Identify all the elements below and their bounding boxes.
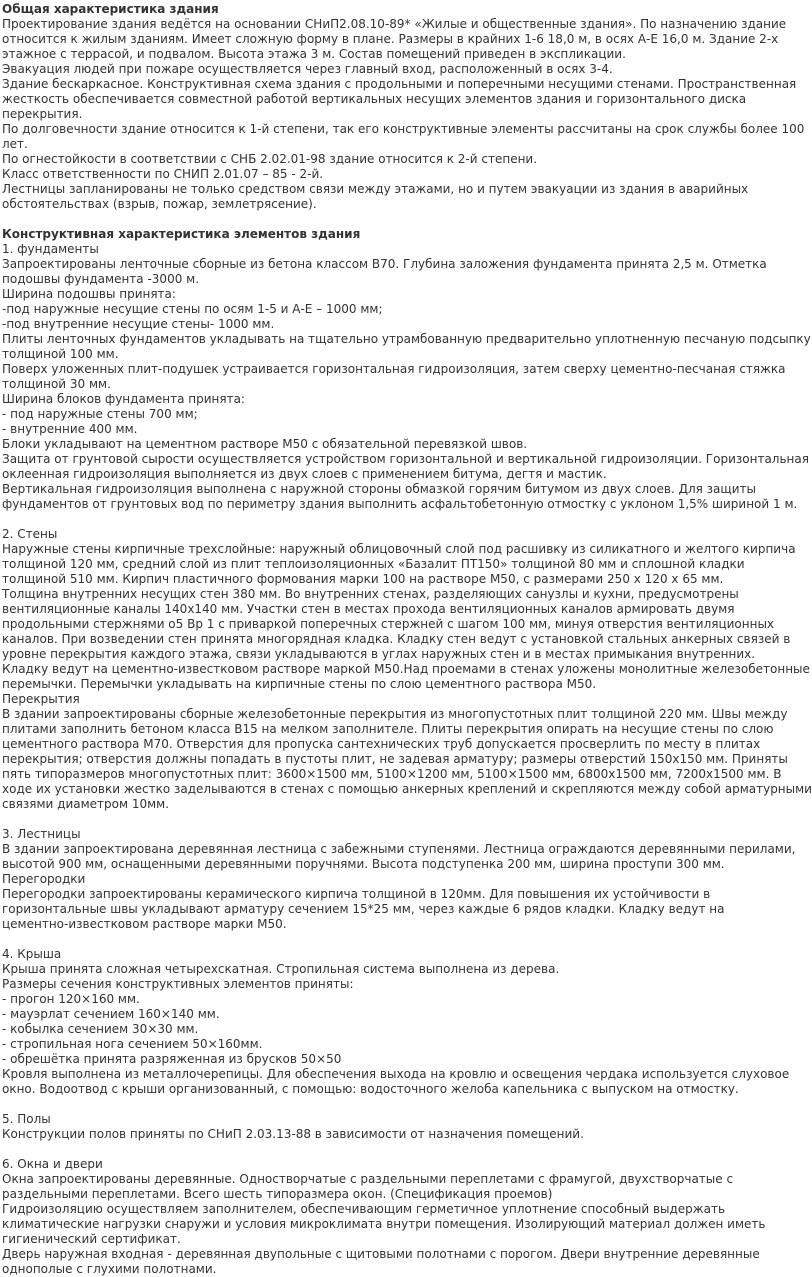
text-line: - под наружные стены 700 мм; bbox=[2, 407, 198, 421]
text-line: Здание бескаркасное. Конструктивная схема здания с продольными и поперечными несущими стенами. Пространственная bbox=[2, 77, 797, 91]
text-line: 4. Крыша bbox=[2, 947, 62, 961]
text-line: жесткость обеспечивается совместной работой вертикальных несущих элементов здания и горизонтального диска bbox=[2, 92, 747, 106]
text-line: Кладку ведут на цементно-известковом растворе маркой М50.Над проемами в стенах уложены монолитные железобетонные bbox=[2, 662, 810, 676]
text-line: Защита от грунтовой сырости осуществляется устройством горизонтальной и вертикальной гидроизоляции. Горизонтальная bbox=[2, 452, 809, 466]
text-line: Крыша принята сложная четырехскатная. Стропильная система выполнена из дерева. bbox=[2, 962, 560, 976]
text-line: высотой 900 мм, оснащенными деревянными поручнями. Высота подступенка 200 мм, ширина проступи 300 мм. bbox=[2, 857, 725, 871]
text-line: Запроектированы ленточные сборные из бетона классом В70. Глубина заложения фундамента принята 2,5 м. Отметка bbox=[2, 257, 767, 271]
text-line: Кровля выполнена из металлочерепицы. Для обеспечения выхода на кровлю и освещения чердака используется слуховое bbox=[2, 1067, 790, 1081]
text-line: обстоятельствах (взрыв, пожар, землетрясение). bbox=[2, 197, 317, 211]
text-line: 5. Полы bbox=[2, 1112, 51, 1126]
text-line: окно. Водоотвод с крыши организованный, с помощью: водосточного желоба капельника с выпуском на отмостку. bbox=[2, 1082, 739, 1096]
text-line: По огнестойкости в соответствии с СНБ 2.02.01-98 здание относится к 2-й степени. bbox=[2, 152, 538, 166]
text-line: перемычки. Перемычки укладывать на кирпичные стены по слою цементного раствора М50. bbox=[2, 677, 597, 691]
text-line: Ширина блоков фундамента принята: bbox=[2, 392, 245, 406]
text-line: раздельными переплетами. Всего шесть типоразмера окон. (Спецификация проемов) bbox=[2, 1187, 553, 1201]
text-line: Гидроизоляцию осуществляем заполнителем, обеспечивающим герметичное уплотнение способный выдержать bbox=[2, 1202, 726, 1216]
text-line: - стропильная нога сечением 50×160мм. bbox=[2, 1037, 263, 1051]
text-line: лет. bbox=[2, 137, 28, 151]
text-line: оклеенная гидроизоляция выполняется из двух слоев с применением битума, дегтя и мастик. bbox=[2, 467, 607, 481]
text-line: этажное с террасой, и подвалом. Высота этажа 3 м. Состав помещений приведен в экспликации. bbox=[2, 47, 626, 61]
text-line: перекрытия. bbox=[2, 107, 83, 121]
text-line: ходе их установки жестко заделываются в стенах с помощью анкерных креплений и скрепляются между собой арматурными bbox=[2, 782, 812, 796]
text-line: вентиляционные каналы 140х140 мм. Участки стен в местах прохода вентиляционных каналов армировать двумя bbox=[2, 602, 735, 616]
text-line: 6. Окна и двери bbox=[2, 1157, 103, 1171]
text-line: Окна запроектированы деревянные. Одностворчатые с раздельными переплетами с фрамугой, двухстворчатые с bbox=[2, 1172, 734, 1186]
blank-line bbox=[2, 1097, 698, 1112]
text-line: плитами заполнить бетоном класса В15 на мелком заполнителе. Плиты перекрытия опирать на несущие стены по слою bbox=[2, 722, 774, 736]
text-line: 2. Стены bbox=[2, 527, 58, 541]
text-line: подошвы фундамента -3000 м. bbox=[2, 272, 200, 286]
text-line: относится к жилым зданиям. Имеет сложную форму в плане. Размеры в крайних 1-6 18,0 м, в осях А-Е 16,0 м. Здание 2-х bbox=[2, 32, 779, 46]
text-line: Перегородки bbox=[2, 872, 86, 886]
text-line: связями диаметром 10мм. bbox=[2, 797, 170, 811]
text-line: Перекрытия bbox=[2, 692, 80, 706]
text-line: Толщина внутренних несущих стен 380 мм. Во внутренних стенах, разделяющих санузлы и кухни, предусмотрены bbox=[2, 587, 739, 601]
text-line: В здании запроектированы сборные железобетонные перекрытия из многопустотных плит толщиной 220 мм. Швы между bbox=[2, 707, 788, 721]
text-line: Дверь наружная входная - деревянная двупольные с щитовыми полотнами с порогом. Двери внутренние деревянные bbox=[2, 1247, 760, 1261]
text-line: цементно-известковом растворе марки М50. bbox=[2, 917, 287, 931]
text-line: толщиной 30 мм. bbox=[2, 377, 111, 391]
text-line: -под внутренние несущие стены- 1000 мм. bbox=[2, 317, 275, 331]
text-line: климатические нагрузки снаружи и условия микроклимата внутри помещения. Изолирующий материал должен иметь bbox=[2, 1217, 766, 1231]
text-line: однополые с глухими полотнами. bbox=[2, 1262, 217, 1276]
text-line: - обрешётка принята разряженная из брусков 50×50 bbox=[2, 1052, 342, 1066]
text-line: горизонтальные швы укладывают арматуру сечением 15*25 мм, через каждые 6 рядов кладки. Кладку ведут на bbox=[2, 902, 725, 916]
text-line: гигиенический сертификат. bbox=[2, 1232, 181, 1246]
text-line: толщиной 510 мм. Кирпич пластичного формования марки 100 на растворе М50, с размерами 250 х 120 х 65 мм. bbox=[2, 572, 724, 586]
text-line: Класс ответственности по СНИП 2.01.07 – 85 - 2-й. bbox=[2, 167, 324, 181]
text-line: 3. Лестницы bbox=[2, 827, 81, 841]
section-heading: Конструктивная характеристика элементов здания bbox=[2, 227, 361, 241]
text-line: Перегородки запроектированы керамического кирпича толщиной в 120мм. Для повышения их устойчивости в bbox=[2, 887, 711, 901]
text-line: Конструкции полов приняты по СНиП 2.03.13-88 в зависимости от назначения помещений. bbox=[2, 1127, 584, 1141]
text-line: Эвакуация людей при пожаре осуществляется через главный вход, расположенный в осях 3-4. bbox=[2, 62, 613, 76]
text-line: цементного раствора М70. Отверстия для пропуска сантехнических труб допускается просверлить по месту в плитах bbox=[2, 737, 761, 751]
text-line: - внутренние 400 мм. bbox=[2, 422, 138, 436]
text-line: Вертикальная гидроизоляция выполнена с наружной стороны обмазкой горячим битумом из двух слоев. Для защиты bbox=[2, 482, 756, 496]
text-line: толщиной 100 мм. bbox=[2, 347, 119, 361]
text-line: толщиной 120 мм, средний слой из плит теплоизоляционных «Базалит ПТ150» толщиной 80 мм и сплошной кладки bbox=[2, 557, 745, 571]
text-line: Проектирование здания ведётся на основании СНиП2.08.10-89* «Жилые и общественные здания». По назначению здание bbox=[2, 17, 787, 31]
text-line: - мауэрлат сечением 160×140 мм. bbox=[2, 1007, 220, 1021]
text-line: фундаментов от грунтовых вод по периметру здания выполнить асфальтобетонную отмостку с уклоном 1,5% шириной 1 м. bbox=[2, 497, 798, 511]
text-line: По долговечности здание относится к 1-й степени, так его конструктивные элементы рассчитаны на срок службы более 100 bbox=[2, 122, 805, 136]
text-line: Плиты ленточных фундаментов укладывать на тщательно утрамбованную предварительно уплотненную песчаную подсыпку bbox=[2, 332, 811, 346]
text-line: пять типоразмеров многопустотных плит: 3600×1500 мм, 5100×1200 мм, 5100×1500 мм, 6800х1500 мм, 7200х1500 мм. В bbox=[2, 767, 782, 781]
text-line: - прогон 120×160 мм. bbox=[2, 992, 140, 1006]
text-line: - кобылка сечением 30×30 мм. bbox=[2, 1022, 199, 1036]
text-line: каналов. При возведении стен принята многорядная кладка. Кладку стен ведут с установкой стальных анкерных связей в bbox=[2, 632, 791, 646]
blank-line bbox=[2, 1142, 698, 1157]
text-line: Блоки укладывают на цементном растворе М50 с обязательной перевязкой швов. bbox=[2, 437, 528, 451]
text-line: Размеры сечения конструктивных элементов приняты: bbox=[2, 977, 354, 991]
text-line: В здании запроектирована деревянная лестница с забежными ступенями. Лестница ограждаются деревянными перилами, bbox=[2, 842, 796, 856]
blank-line bbox=[2, 512, 698, 527]
blank-line bbox=[2, 932, 698, 947]
blank-line bbox=[2, 812, 698, 827]
blank-line bbox=[2, 212, 698, 227]
text-line: Ширина подошвы принята: bbox=[2, 287, 176, 301]
text-line: Лестницы запланированы не только средством связи между этажами, но и путем эвакуации из здания в аварийных bbox=[2, 182, 749, 196]
section-heading: Общая характеристика здания bbox=[2, 2, 219, 16]
text-line: перекрытия; отверстия должны попадать в пустоты плит, не задевая арматуру; размеры отверстий 150х150 мм. Приняты bbox=[2, 752, 788, 766]
text-line: продольными стержнями о5 Вр 1 с приваркой поперечных стержней с шагом 100 мм, минуя отверстия вентиляционных bbox=[2, 617, 775, 631]
text-line: 1. фундаменты bbox=[2, 242, 99, 256]
text-line: -под наружные несущие стены по осям 1-5 и А-Е – 1000 мм; bbox=[2, 302, 383, 316]
text-line: Поверх уложенных плит-подушек устраивается горизонтальная гидроизоляция, затем сверху цементно-песчаная стяжка bbox=[2, 362, 786, 376]
text-line: Наружные стены кирпичные трехслойные: наружный облицовочный слой под расшивку из силикатного и желтого кирпича bbox=[2, 542, 796, 556]
text-line: уровне перекрытия каждого этажа, связи укладываются в углах наружных стен и в местах примыкания внутренних. bbox=[2, 647, 756, 661]
